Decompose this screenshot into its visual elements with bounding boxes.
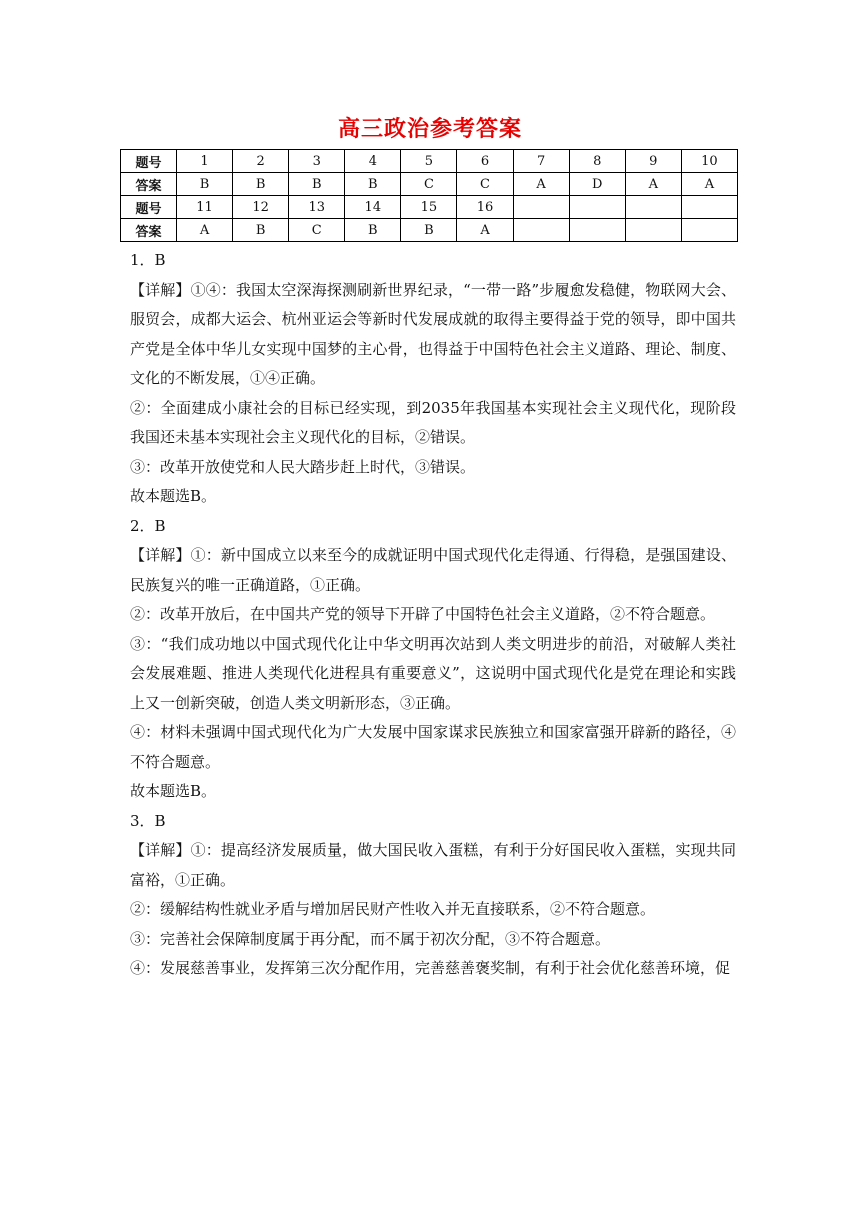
table-cell: 7	[513, 150, 569, 173]
explanation-paragraph: 【详解】①：新中国成立以来至今的成就证明中国式现代化走得通、行得稳，是强国建设、民族复兴的唯一正确道路，①正确。	[130, 546, 736, 594]
table-cell: 1	[177, 150, 233, 173]
explanation-paragraph: ③：完善社会保障制度属于再分配，而不属于初次分配，③不符合题意。	[130, 929, 611, 948]
table-cell: 14	[345, 196, 401, 219]
explanation-paragraph: ②：缓解结构性就业矛盾与增加居民财产性收入并无直接联系，②不符合题意。	[130, 900, 656, 918]
explanation-paragraph: ②：全面建成小康社会的目标已经实现，到2035年我国基本实现社会主义现代化，现阶段我国还未基本实现社会主义现代化的目标，②错误。	[130, 398, 736, 446]
row-label-answer: 答案	[121, 219, 177, 242]
question-number: 3．B	[130, 811, 166, 830]
row-label-number: 题号	[121, 150, 177, 173]
table-cell: C	[289, 219, 345, 242]
table-cell	[569, 196, 625, 219]
table-cell: C	[457, 173, 513, 196]
table-cell: 12	[233, 196, 289, 219]
explanation-paragraph: ③：“我们成功地以中国式现代化让中华文明再次站到人类文明进步的前沿，对破解人类社会发展难题、推进人类现代化进程具有重要意义”，这说明中国式现代化是党在理论和实践上又一创新突破，创造人类文明新形态，③正确。	[130, 634, 736, 712]
explanation-paragraph: ④：材料未强调中国式现代化为广大发展中国家谋求民族独立和国家富强开辟新的路径，④不符合题意。	[130, 723, 736, 771]
answer-table	[120, 149, 738, 242]
table-cell: 15	[401, 196, 457, 219]
table-cell: 4	[345, 150, 401, 173]
table-cell: B	[345, 219, 401, 242]
table-cell: D	[569, 173, 625, 196]
explanation-paragraph: ④：发展慈善事业，发挥第三次分配作用，完善慈善褒奖制，有利于社会优化慈善环境，促	[130, 959, 731, 977]
row-label-number: 题号	[121, 196, 177, 219]
table-cell: 11	[177, 196, 233, 219]
explanation-paragraph: ②：改革开放后，在中国共产党的领导下开辟了中国特色社会主义道路，②不符合题意。	[130, 605, 716, 623]
table-cell: 6	[457, 150, 513, 173]
table-cell: B	[289, 173, 345, 196]
table-cell: 10	[681, 150, 737, 173]
table-cell: B	[401, 219, 457, 242]
table-cell	[513, 196, 569, 219]
question-number: 2．B	[130, 516, 166, 535]
conclusion-text: 故本题选B。	[130, 487, 217, 505]
table-cell	[681, 196, 737, 219]
table-cell: A	[513, 173, 569, 196]
table-cell: B	[345, 173, 401, 196]
table-row	[121, 173, 738, 196]
table-cell: 9	[625, 150, 681, 173]
table-cell: 2	[233, 150, 289, 173]
table-cell: 3	[289, 150, 345, 173]
table-cell	[625, 219, 681, 242]
conclusion-text: 故本题选B。	[130, 782, 217, 800]
table-cell: C	[401, 173, 457, 196]
question-number: 1．B	[130, 251, 166, 269]
table-cell: 13	[289, 196, 345, 219]
table-row	[121, 150, 738, 173]
explanation-paragraph: 【详解】①：提高经济发展质量，做大国民收入蛋糕，有利于分好国民收入蛋糕，实现共同富裕，①正确。	[130, 841, 736, 889]
table-cell: B	[233, 219, 289, 242]
table-cell: A	[177, 219, 233, 242]
table-row	[121, 219, 738, 242]
explanations-body	[130, 246, 736, 984]
table-cell	[625, 196, 681, 219]
table-cell: 8	[569, 150, 625, 173]
page-title: 高三政治参考答案	[337, 117, 522, 142]
explanation-paragraph: 【详解】①④：我国太空深海探测刷新世界纪录，“一带一路”步履愈发稳健，物联网大会、服贸会，成都大运会、杭州亚运会等新时代发展成就的取得主要得益于党的领导，即中国共产党是全体中华儿女实现中国梦的主心骨，也得益于中国特色社会主义道路、理论、制度、文化的不断发展，①④正确。	[130, 280, 736, 387]
table-cell	[513, 219, 569, 242]
table-cell: B	[177, 173, 233, 196]
explanation-paragraph: ③：改革开放使党和人民大踏步赶上时代，③错误。	[130, 457, 476, 476]
table-cell: A	[681, 173, 737, 196]
table-cell: A	[457, 219, 513, 242]
table-cell	[681, 219, 737, 242]
table-cell: 5	[401, 150, 457, 173]
table-cell: B	[233, 173, 289, 196]
table-cell: A	[625, 173, 681, 196]
table-cell: 16	[457, 196, 513, 219]
row-label-answer: 答案	[121, 173, 177, 196]
table-row	[121, 196, 738, 219]
table-cell	[569, 219, 625, 242]
